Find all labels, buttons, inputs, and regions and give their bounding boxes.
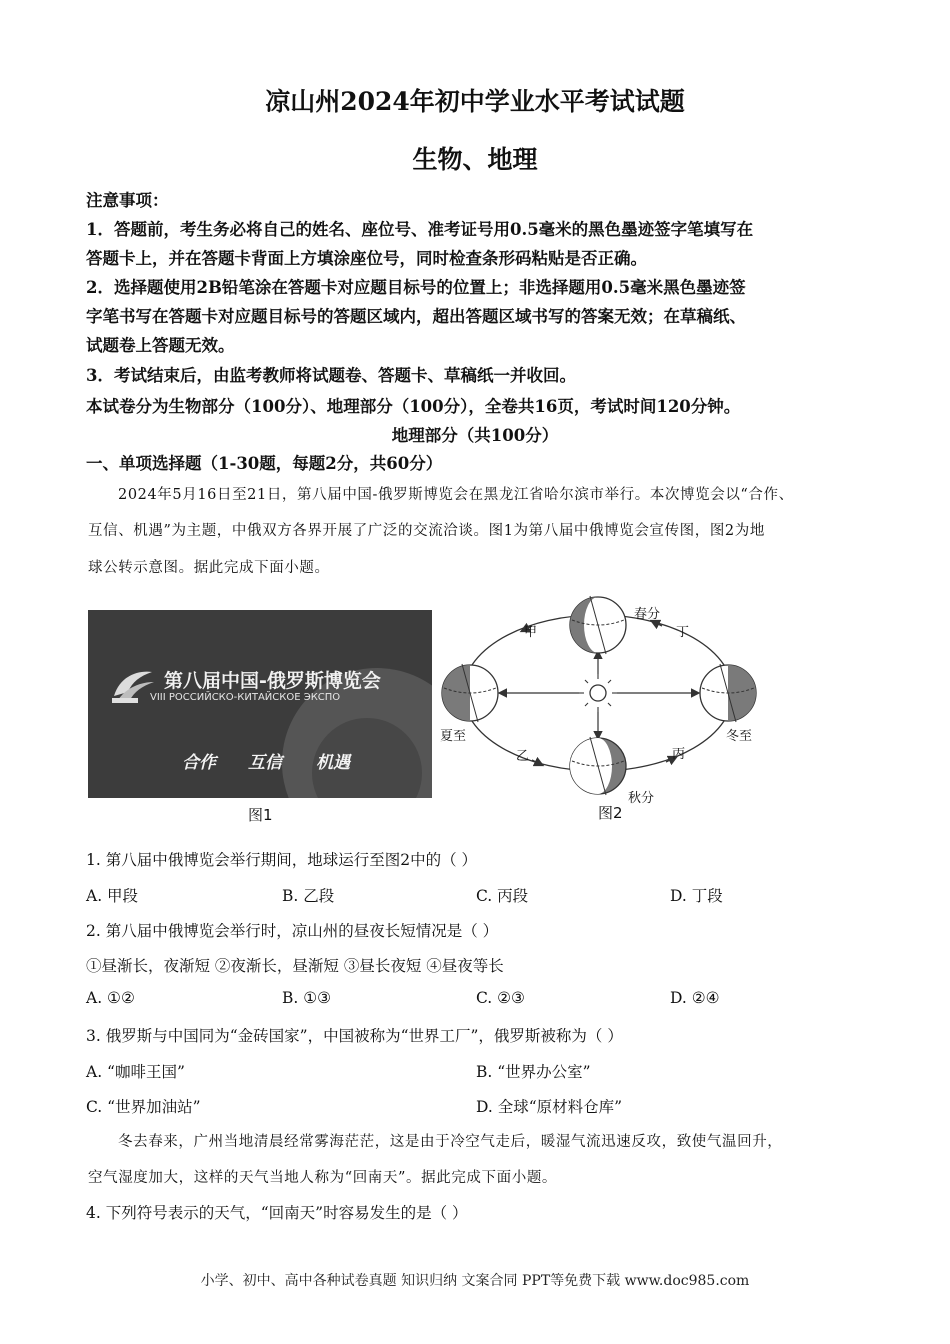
figure1-caption: 图1: [248, 806, 273, 824]
globe-winter-icon: [700, 664, 756, 722]
question-2-stem: 2. 第八届中俄博览会举行时，凉山州的昼夜长短情况是（ ）: [86, 922, 499, 940]
sun-icon: [579, 674, 617, 712]
expo-word: 互信: [248, 753, 282, 773]
globe-summer-icon: [442, 664, 498, 722]
label-spring: 春分: [634, 607, 661, 622]
passage-line: 空气湿度加大，这样的天气当地人称为“回南天”。据此完成下面小题。: [88, 1170, 558, 1186]
passage-line: 冬去春来，广州当地清晨经常雾海茫茫，这是由于冷空气走后，暖湿气流迅速反攻，致使气温回升，: [118, 1134, 783, 1150]
notice-line: 3．考试结束后，由监考教师将试题卷、答题卡、草稿纸一并收回。: [86, 366, 576, 385]
label-winter: 冬至: [726, 729, 753, 744]
expo-title: 第八届中国-俄罗斯博览会: [164, 670, 381, 692]
question-2-option: A. ①②: [86, 989, 135, 1007]
question-3-option: B. “世界办公室”: [476, 1063, 591, 1081]
label-autumn: 秋分: [628, 791, 655, 805]
question-2-option: C. ②③: [476, 989, 525, 1007]
section-title: 地理部分（共100分）: [391, 426, 559, 445]
label-summer: 夏至: [440, 729, 467, 744]
passage-line: 互信、机遇”为主题，中俄双方各界开展了广泛的交流洽谈。图1为第八届中俄博览会宣传图，图2为地: [88, 523, 765, 539]
question-2-option: D. ②④: [670, 989, 720, 1007]
notice-heading: 注意事项：: [86, 191, 169, 210]
question-1-stem: 1. 第八届中俄博览会举行期间，地球运行至图2中的（ ）: [86, 851, 478, 869]
question-1-option: C. 丙段: [476, 887, 529, 905]
earth-orbit-diagram: [440, 590, 780, 805]
passage-line: 2024年5月16日至21日，第八届中国-俄罗斯博览会在黑龙江省哈尔滨市举行。本次博览会以“合作、: [118, 487, 794, 503]
label-bing: 丙: [672, 747, 686, 762]
page-title: 凉山州2024年初中学业水平考试试题: [265, 87, 685, 116]
page-footer: 小学、初中、高中各种试卷真题 知识归纳 文案合同 PPT等免费下载 www.doc985.com: [200, 1273, 750, 1289]
question-2-items: ①昼渐长，夜渐短 ②夜渐长，昼渐短 ③昼长夜短 ④昼夜等长: [86, 957, 504, 975]
label-yi: 乙: [516, 749, 530, 764]
question-3-option: A. “咖啡王国”: [86, 1063, 185, 1081]
notice-line: 答题卡上，并在答题卡背面上方填涂座位号，同时检查条形码粘贴是否正确。: [86, 249, 647, 268]
notice-line: 试题卷上答题无效。: [86, 336, 235, 355]
expo-subtitle: VIII РОССИЙСКО-КИТАЙСКОЕ ЭКСПО: [150, 692, 341, 703]
question-2-option: B. ①③: [282, 989, 332, 1007]
notice-line: 本试卷分为生物部分（100分）、地理部分（100分），全卷共16页，考试时间120分钟。: [86, 397, 741, 416]
part-title: 一、单项选择题（1-30题，每题2分，共60分）: [86, 454, 443, 473]
notice-line: 1．答题前，考生务必将自己的姓名、座位号、准考证号用0.5毫米的黑色墨迹签字笔填写在: [86, 220, 754, 239]
question-1-option: B. 乙段: [282, 887, 335, 905]
figure2-caption: 图2: [598, 804, 623, 822]
globe-autumn-icon: [570, 737, 626, 795]
question-1-option: D. 丁段: [670, 887, 723, 905]
question-3-option: D. 全球“原材料仓库”: [476, 1098, 623, 1116]
expo-poster-image: [88, 610, 432, 798]
label-jia: 甲: [524, 625, 538, 640]
notice-line: 字笔书写在答题卡对应题目标号的答题区域内，超出答题区域书写的答案无效；在草稿纸、: [86, 307, 746, 326]
globe-spring-icon: [570, 596, 626, 654]
question-3-option: C. “世界加油站”: [86, 1098, 201, 1116]
expo-word: 合作: [182, 753, 216, 773]
page-subtitle: 生物、地理: [412, 145, 538, 174]
expo-word: 机遇: [316, 753, 350, 773]
notice-line: 2．选择题使用2B铅笔涂在答题卡对应题目标号的位置上；非选择题用0.5毫米黑色墨迹签: [86, 278, 746, 297]
label-ding: 丁: [676, 625, 690, 640]
question-1-option: A. 甲段: [86, 887, 139, 905]
passage-line: 球公转示意图。据此完成下面小题。: [88, 560, 330, 576]
question-4-stem: 4. 下列符号表示的天气，“回南天”时容易发生的是（ ）: [86, 1204, 468, 1222]
question-3-stem: 3. 俄罗斯与中国同为“金砖国家”，中国被称为“世界工厂”，俄罗斯被称为（ ）: [86, 1027, 623, 1045]
